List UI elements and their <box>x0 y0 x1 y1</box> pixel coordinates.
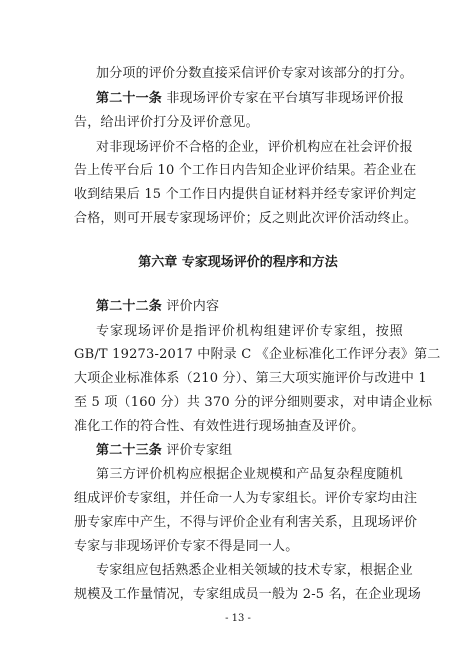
article-22-subtitle: 评价内容 <box>162 299 220 314</box>
body-line: 合格，则可开展专家现场评价；反之则此次评价活动终止。 <box>74 211 418 226</box>
article-21-line <box>96 91 403 107</box>
body-line: 专家与非现场评价专家不得是同一人。 <box>74 539 299 554</box>
article-22-heading <box>96 299 403 315</box>
body-line: 专家现场评价是指评价机构组建评价专家组，按照 <box>96 324 403 339</box>
article-21-title: 第二十一条 <box>96 91 163 106</box>
body-line: 加分项的评价分数直接采信评价专家对该部分的打分。 <box>96 66 413 81</box>
article-23-subtitle: 评价专家组 <box>162 443 233 458</box>
body-line: GB/T 19273-2017 中附录 C 《企业标准化工作评分表》第二 <box>74 347 441 362</box>
article-22-title: 第二十二条 <box>96 299 163 314</box>
article-23-title: 第二十三条 <box>96 443 163 458</box>
body-line: 规模及工作量情况，专家组成员一般为 2-5 名，在企业现场 <box>74 587 421 602</box>
body-line: 准化工作的符合性、有效性进行现场抽查及评价。 <box>74 419 365 434</box>
body-line: 至 5 项（160 分）共 370 分的评分细则要求，对申请企业标 <box>74 395 433 410</box>
body-line: 对非现场评价不合格的企业，评价机构应在社会评价报 <box>96 140 413 155</box>
body-line: 大项企业标准体系（210 分）、第三大项实施评价与改进中 1 <box>74 371 427 386</box>
article-23-heading <box>96 443 403 459</box>
article-21-text: 非现场评价专家在平台填写非现场评价报 <box>162 91 404 106</box>
chapter-heading: 第六章 专家现场评价的程序和方法 <box>138 255 338 270</box>
body-line: 告上传平台后 10 个工作日内告知企业评价结果。若企业在 <box>74 163 417 178</box>
body-line: 告，给出评价打分及评价意见。 <box>74 115 259 130</box>
body-line: 收到结果后 15 个工作日内提供自证材料并经专家评价判定 <box>74 187 417 202</box>
body-line: 册专家库中产生，不得与评价企业有利害关系，且现场评价 <box>74 515 418 530</box>
body-line: 专家组应包括熟悉企业相关领域的技术专家，根据企业 <box>96 563 413 578</box>
body-line: 第三方评价机构应根据企业规模和产品复杂程度随机 <box>96 467 403 482</box>
body-line: 组成评价专家组，并任命一人为专家组长。评价专家均由注 <box>74 491 418 506</box>
page-number: - 13 - <box>225 613 251 624</box>
